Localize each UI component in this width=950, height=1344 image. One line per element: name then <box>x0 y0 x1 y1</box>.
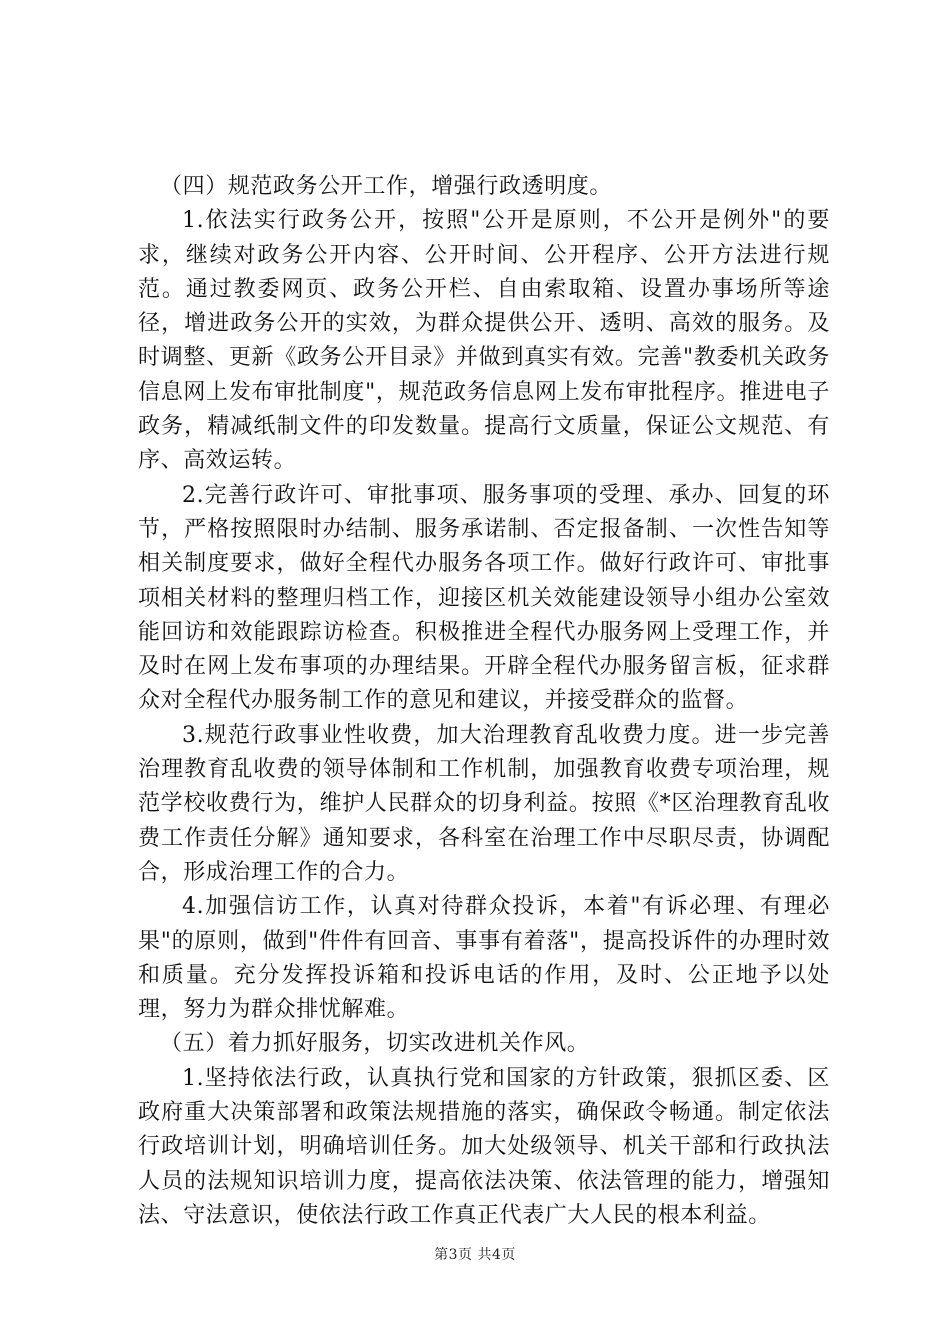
page-number: 第3页 共4页 <box>434 1247 516 1263</box>
paragraph: 4.加强信访工作，认真对待群众投诉，本着"有诉必理、有理必果"的原则，做到"件件有回音、事事有着落"，提高投诉件的办理时效和质量。充分发挥投诉箱和投诉电话的作用，及时、公正地予以处理，努力为群众排忧解难。 <box>138 894 830 1023</box>
section-heading: （五）着力抓好服务，切实改进机关作风。 <box>160 1031 590 1057</box>
paragraph: 1.坚持依法行政，认真执行党和国家的方针政策，狠抓区委、区政府重大决策部署和政策法规措施的落实，确保政令畅通。制定依法行政培训计划，明确培训任务。加大处级领导、机关干部和行政执法人员的法规知识培训力度，提高依法决策、依法管理的能力，增强知法、守法意识，使依法行政工作真正代表广大人民的根本利益。 <box>138 1065 830 1228</box>
paragraph: 2.完善行政许可、审批事项、服务事项的受理、承办、回复的环节，严格按照限时办结制、服务承诺制、否定报备制、一次性告知等相关制度要求，做好全程代办服务各项工作。做好行政许可、审批事项相关材料的整理归档工作，迎接区机关效能建设领导小组办公室效能回访和效能跟踪访检查。积极推进全程代办服务网上受理工作，并及时在网上发布事项的办理结果。开辟全程代办服务留言板，征求群众对全程代办服务制工作的意见和建议，并接受群众的监督。 <box>138 482 830 714</box>
document-body <box>138 170 830 1233</box>
section-heading: （四）规范政务公开工作，增强行政透明度。 <box>160 174 613 199</box>
page-footer <box>0 1244 950 1264</box>
paragraph: 3.规范行政事业性收费，加大治理教育乱收费力度。进一步完善治理教育乱收费的领导体制和工作机制，加强教育收费专项治理，规范学校收费行为，维护人民群众的切身利益。按照《*区治理教育乱收费工作责任分解》通知要求，各科室在治理工作中尽职尽责，协调配合，形成治理工作的合力。 <box>138 722 830 885</box>
paragraph: 1.依法实行政务公开，按照"公开是原则，不公开是例外"的要求，继续对政务公开内容、公开时间、公开程序、公开方法进行规范。通过教委网页、政务公开栏、自由索取箱、设置办事场所等途径，增进政务公开的实效，为群众提供公开、透明、高效的服务。及时调整、更新《政务公开目录》并做到真实有效。完善"教委机关政务信息网上发布审批制度"，规范政务信息网上发布审批程序。推进电子政务，精减纸制文件的印发数量。提高行文质量，保证公文规范、有序、高效运转。 <box>138 208 830 474</box>
